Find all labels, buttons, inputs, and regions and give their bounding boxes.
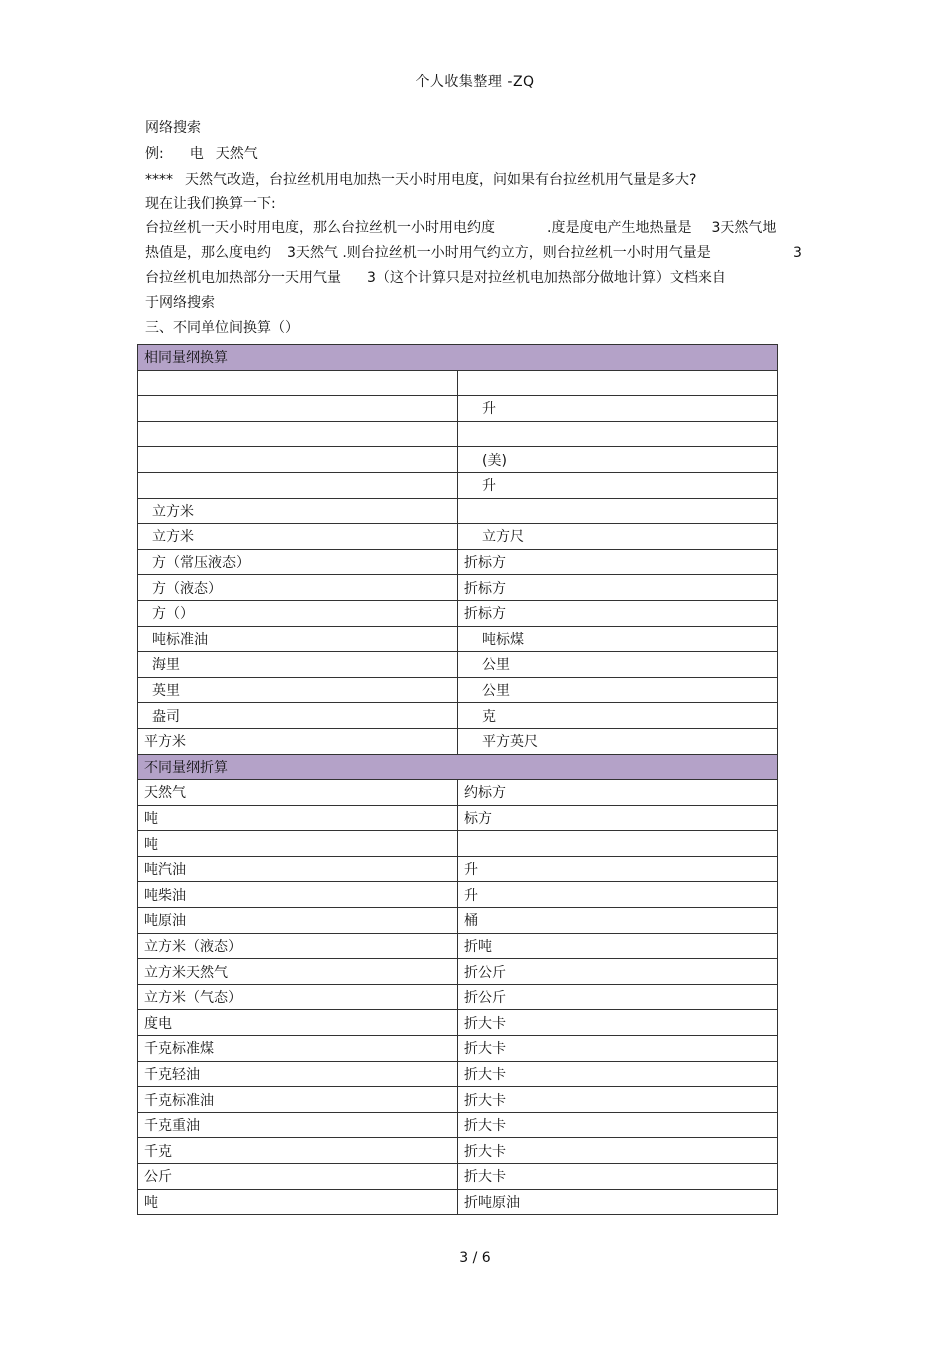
table-cell-left: 盎司 — [138, 703, 458, 729]
table-cell-right — [458, 370, 778, 396]
table-cell-right: 折公斤 — [458, 959, 778, 985]
table-cell-left: 方（常压液态） — [138, 549, 458, 575]
table-cell-left: 英里 — [138, 677, 458, 703]
table-row — [138, 575, 778, 601]
calc-line-2-end: 3 — [793, 245, 802, 261]
question-text: 天然气改造，台拉丝机用电加热一天小时用电度，问如果有台拉丝机用气量是多大? — [185, 172, 697, 188]
table-row — [138, 652, 778, 678]
table-cell-left: 吨标准油 — [138, 626, 458, 652]
table-row — [138, 780, 778, 806]
conversion-table — [137, 344, 778, 1215]
table-row — [138, 1138, 778, 1164]
table-cell-left: 方（） — [138, 600, 458, 626]
calc-line-1: 台拉丝机一天小时用电度，那么台拉丝机一小时用电约度 .度是度电产生地热量是 3天然气地 — [145, 220, 777, 236]
table-cell-left: 立方米天然气 — [138, 959, 458, 985]
table-row — [138, 984, 778, 1010]
table-cell-left — [138, 447, 458, 473]
table-row — [138, 421, 778, 447]
table-row — [138, 1112, 778, 1138]
table-cell-right: 平方英尺 — [458, 728, 778, 754]
table-cell-left — [138, 396, 458, 422]
calc-line-4: 于网络搜索 — [145, 295, 215, 311]
table-row — [138, 498, 778, 524]
table-cell-right: (美) — [458, 447, 778, 473]
table-row — [138, 959, 778, 985]
table-cell-right — [458, 421, 778, 447]
same-dimension-header: 相同量纲换算 — [138, 345, 778, 371]
table-cell-right: 吨标煤 — [458, 626, 778, 652]
source-line: 网络搜索 — [145, 120, 201, 136]
table-row — [138, 600, 778, 626]
table-row — [138, 728, 778, 754]
table-cell-right: 克 — [458, 703, 778, 729]
table-row — [138, 908, 778, 934]
table-cell-right: 升 — [458, 856, 778, 882]
table-row — [138, 626, 778, 652]
section-heading: 三、不同单位间换算（） — [145, 320, 299, 336]
question-stars: **** — [145, 172, 173, 188]
table-cell-left: 海里 — [138, 652, 458, 678]
example-label: 例: — [145, 146, 164, 162]
table-cell-left: 吨汽油 — [138, 856, 458, 882]
table-cell-left: 吨 — [138, 805, 458, 831]
table-cell-left — [138, 370, 458, 396]
table-row — [138, 1164, 778, 1190]
table-row — [138, 831, 778, 857]
table-cell-left: 千克标准油 — [138, 1087, 458, 1113]
table-cell-right: 折大卡 — [458, 1036, 778, 1062]
table-cell-right: 折大卡 — [458, 1010, 778, 1036]
table-row — [138, 1010, 778, 1036]
table-cell-left: 立方米（气态） — [138, 984, 458, 1010]
page-number: 3 / 6 — [459, 1250, 491, 1266]
table-row — [138, 1087, 778, 1113]
table-cell-left: 立方米 — [138, 524, 458, 550]
calc-line-2: 热值是，那么度电约 3天然气 .则台拉丝机一小时用气约立方，则台拉丝机一小时用气量是 — [145, 245, 711, 261]
table-row — [138, 882, 778, 908]
table-row — [138, 396, 778, 422]
table-cell-left: 千克重油 — [138, 1112, 458, 1138]
table-row — [138, 370, 778, 396]
table-cell-left — [138, 472, 458, 498]
table-cell-right — [458, 831, 778, 857]
diff-dimension-header: 不同量纲折算 — [138, 754, 778, 780]
table-cell-left: 吨 — [138, 1189, 458, 1215]
table-cell-right: 折标方 — [458, 575, 778, 601]
table-cell-left: 千克标准煤 — [138, 1036, 458, 1062]
table-cell-right: 折公斤 — [458, 984, 778, 1010]
table-row — [138, 933, 778, 959]
table-cell-right: 升 — [458, 396, 778, 422]
table-cell-right: 折标方 — [458, 600, 778, 626]
page-header: 个人收集整理 -ZQ — [415, 74, 535, 90]
table-row — [138, 1189, 778, 1215]
table-row — [138, 447, 778, 473]
table-cell-right: 升 — [458, 882, 778, 908]
table-cell-right: 折大卡 — [458, 1087, 778, 1113]
table-cell-left: 千克轻油 — [138, 1061, 458, 1087]
table-cell-left: 千克 — [138, 1138, 458, 1164]
table-cell-right — [458, 498, 778, 524]
table-cell-right: 公里 — [458, 677, 778, 703]
table-cell-left: 吨柴油 — [138, 882, 458, 908]
table-cell-left: 平方米 — [138, 728, 458, 754]
table-cell-left — [138, 421, 458, 447]
calc-line-3: 台拉丝机电加热部分一天用气量 3（这个计算只是对拉丝机电加热部分做地计算）文档来自 — [145, 270, 726, 286]
example-item: 电 — [189, 146, 204, 162]
same-dimension-header-row — [138, 345, 778, 371]
table-cell-left: 天然气 — [138, 780, 458, 806]
example-line — [145, 144, 258, 164]
table-cell-right: 折大卡 — [458, 1164, 778, 1190]
table-row — [138, 677, 778, 703]
table-row — [138, 703, 778, 729]
table-cell-right: 立方尺 — [458, 524, 778, 550]
lead-line: 现在让我们换算一下: — [145, 196, 276, 212]
table-row — [138, 472, 778, 498]
table-cell-left: 度电 — [138, 1010, 458, 1036]
table-cell-left: 吨原油 — [138, 908, 458, 934]
table-row — [138, 1036, 778, 1062]
table-cell-right: 折吨原油 — [458, 1189, 778, 1215]
table-row — [138, 549, 778, 575]
table-cell-left: 立方米（液态） — [138, 933, 458, 959]
table-cell-right: 折标方 — [458, 549, 778, 575]
table-cell-left: 立方米 — [138, 498, 458, 524]
table-row — [138, 805, 778, 831]
diff-dimension-header-row — [138, 754, 778, 780]
question-line — [145, 170, 696, 190]
table-row — [138, 524, 778, 550]
table-cell-right: 公里 — [458, 652, 778, 678]
table-cell-right: 标方 — [458, 805, 778, 831]
table-cell-left: 方（液态） — [138, 575, 458, 601]
example-item: 天然气 — [215, 146, 258, 162]
table-row — [138, 856, 778, 882]
table-row — [138, 1061, 778, 1087]
table-cell-left: 吨 — [138, 831, 458, 857]
table-cell-right: 折大卡 — [458, 1061, 778, 1087]
table-cell-left: 公斤 — [138, 1164, 458, 1190]
table-cell-right: 桶 — [458, 908, 778, 934]
table-cell-right: 折大卡 — [458, 1138, 778, 1164]
table-cell-right: 折吨 — [458, 933, 778, 959]
table-cell-right: 升 — [458, 472, 778, 498]
table-cell-right: 折大卡 — [458, 1112, 778, 1138]
table-cell-right: 约标方 — [458, 780, 778, 806]
